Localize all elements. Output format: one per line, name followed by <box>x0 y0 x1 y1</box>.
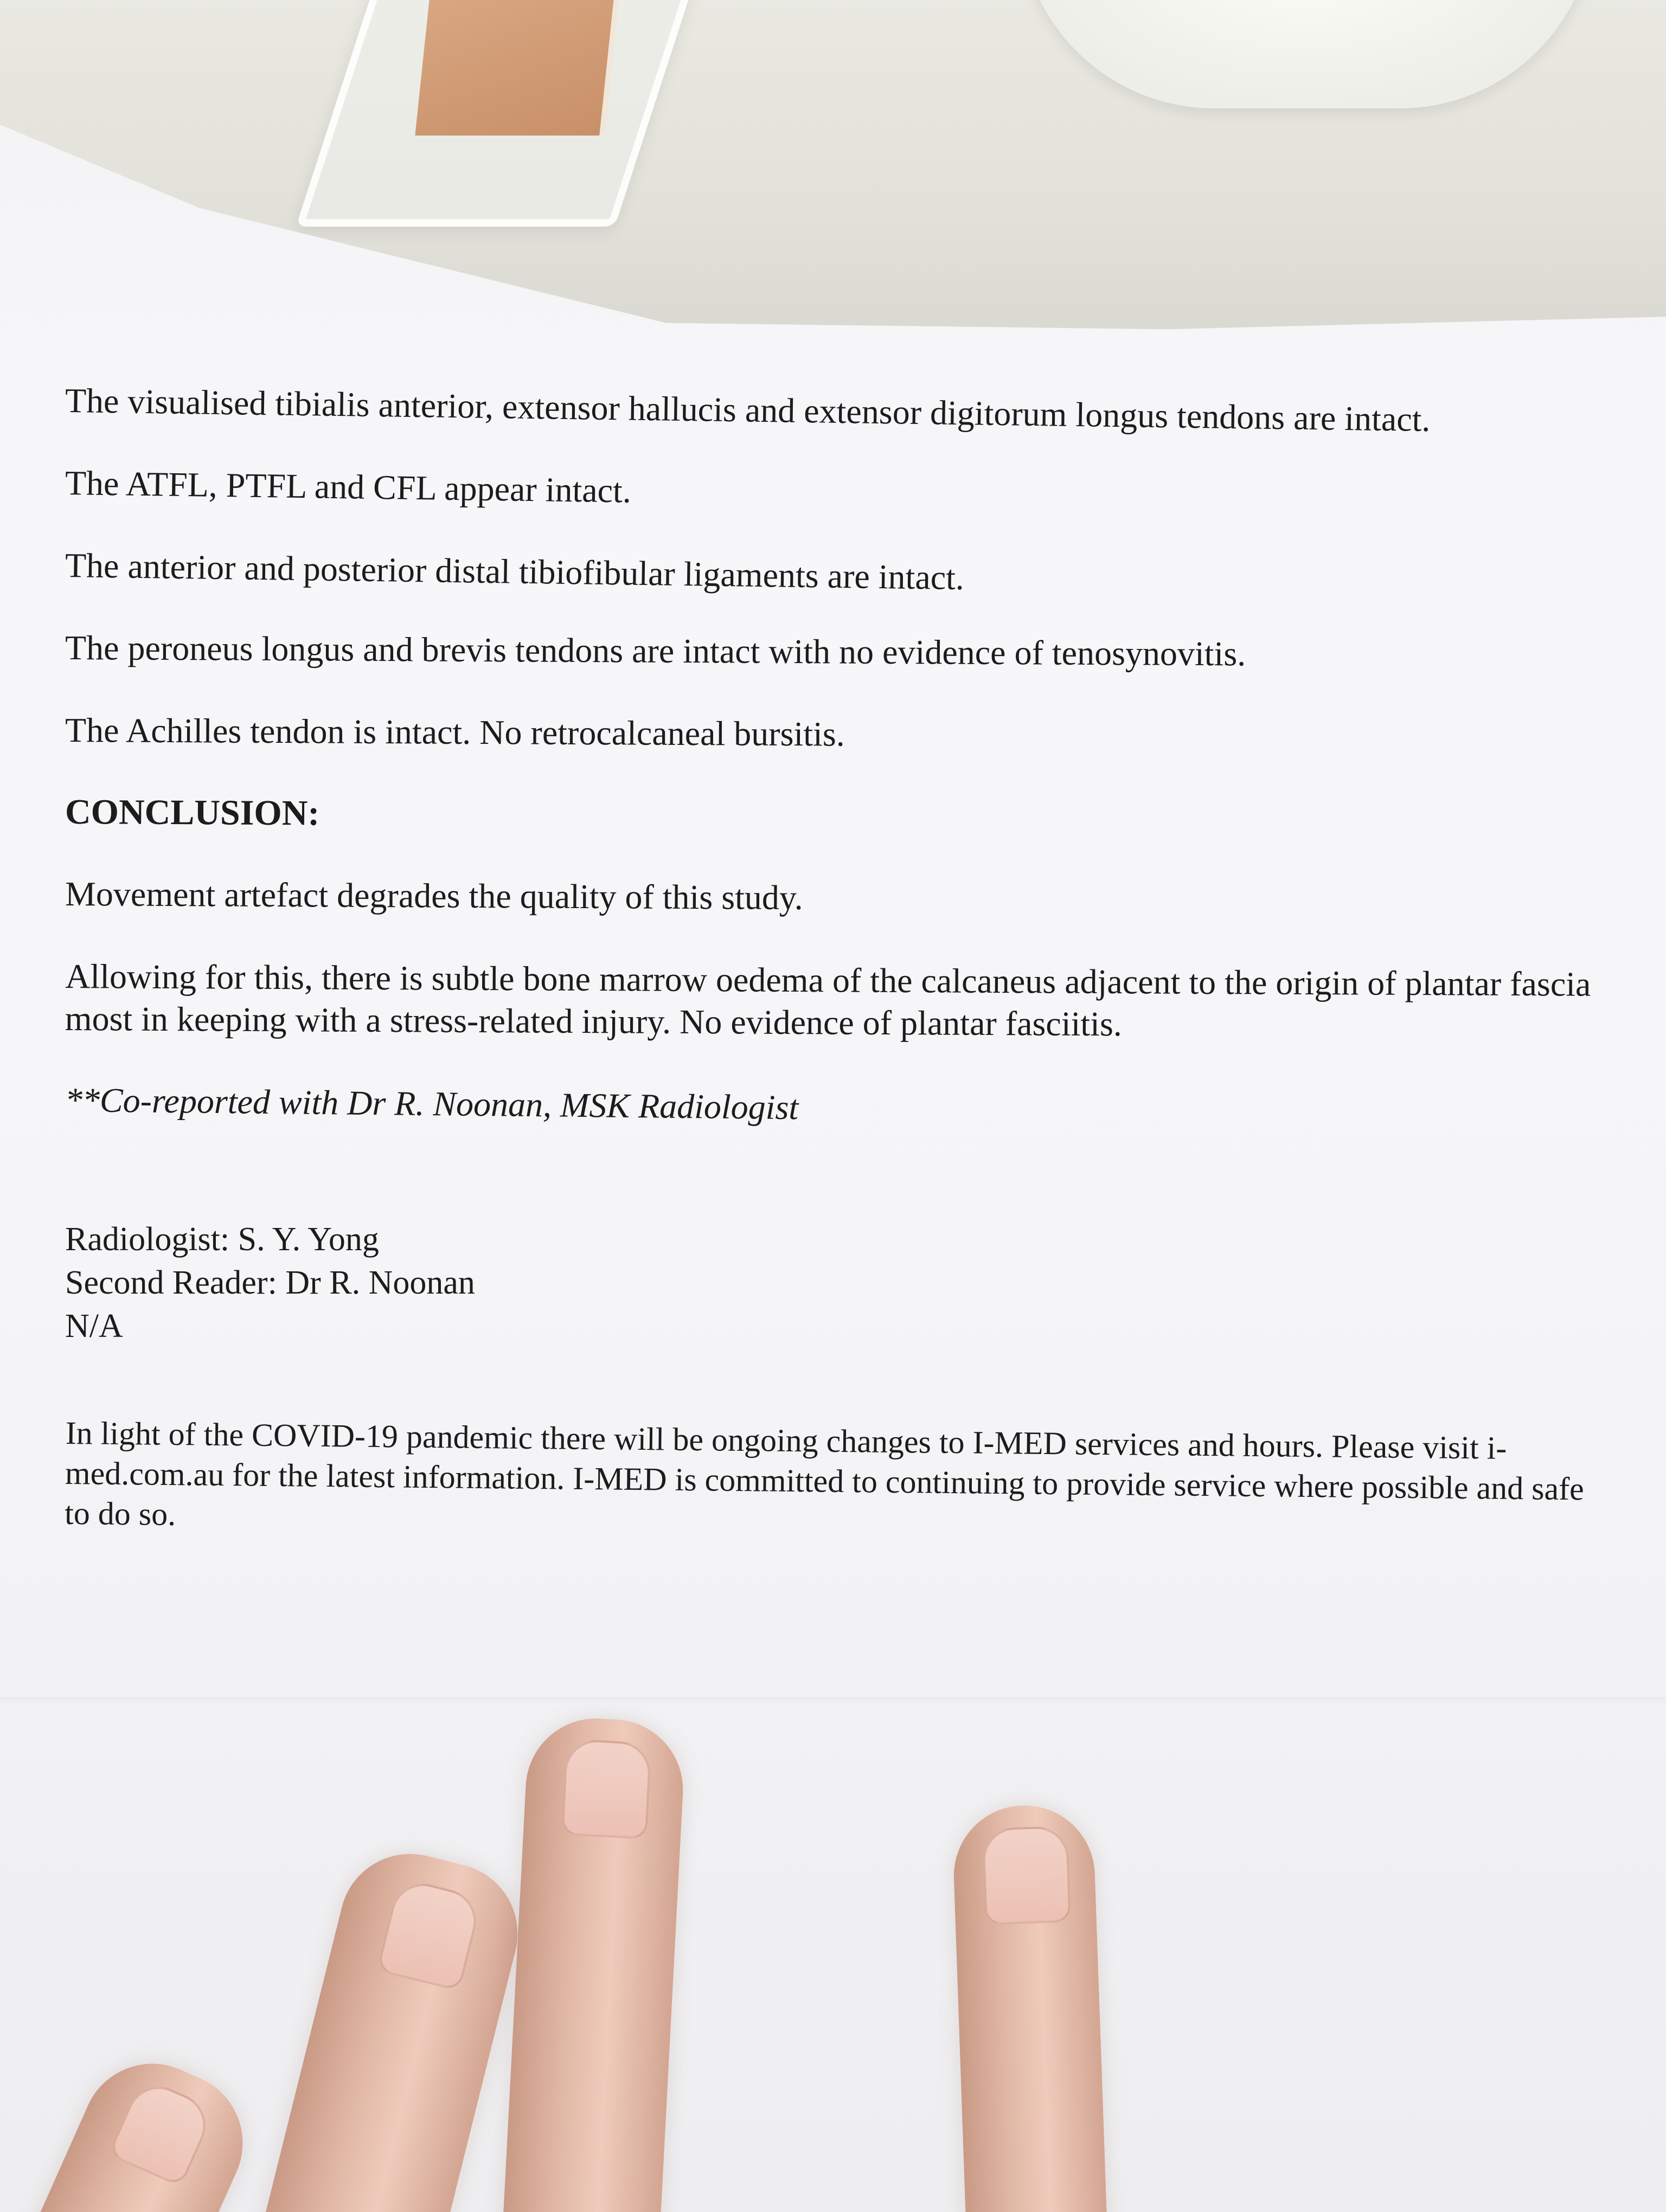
fingernail <box>107 2076 215 2188</box>
covid-notice: In light of the COVID-19 pandemic there will be ongoing changes to I-MED services and hours. Please visit i-med.com.au for the latest information. I-MED is committed to continuing to provide service where possible and safe to do so. <box>64 1415 1585 1533</box>
conclusion-bone-marrow-oedema: Allowing for this, there is subtle bone marrow oedema of the calcaneus adjacent to the origin of plantar fascia most in keeping with a stress-related injury. No evidence of plantar fasciitis. <box>65 957 1591 1044</box>
finding-peroneus: The peroneus longus and brevis tendons are intact with no evidence of tenosynovitis. <box>65 628 1246 673</box>
finding-extensor-tendons: The visualised tibialis anterior, extensor hallucis and extensor digitorum longus tendons are intact. <box>65 381 1431 439</box>
finding-ligaments-lateral: The ATFL, PTFL and CFL appear intact. <box>65 464 632 510</box>
conclusion-heading: CONCLUSION: <box>65 792 320 833</box>
finger <box>951 1803 1109 2212</box>
fingernail <box>561 1739 652 1840</box>
signature-block <box>65 1218 1600 1348</box>
finger <box>501 1715 687 2212</box>
business-card <box>415 0 620 136</box>
conclusion-movement-artefact: Movement artefact degrades the quality of this study. <box>65 874 803 917</box>
finding-achilles: The Achilles tendon is intact. No retrocalcaneal bursitis. <box>65 711 845 754</box>
finding-tibiofibular: The anterior and posterior distal tibiofibular ligaments are intact. <box>65 546 965 597</box>
fingernail <box>982 1825 1071 1925</box>
na-line: N/A <box>65 1308 123 1345</box>
fingernail <box>376 1877 483 1991</box>
second-reader-name: Second Reader: Dr R. Noonan <box>65 1264 475 1301</box>
paper-fold <box>0 1697 1666 1705</box>
co-report-note: **Co-reported with Dr R. Noonan, MSK Radiologist <box>65 1081 799 1127</box>
radiologist-name: Radiologist: S. Y. Yong <box>65 1221 379 1258</box>
report-body <box>65 380 1600 1533</box>
